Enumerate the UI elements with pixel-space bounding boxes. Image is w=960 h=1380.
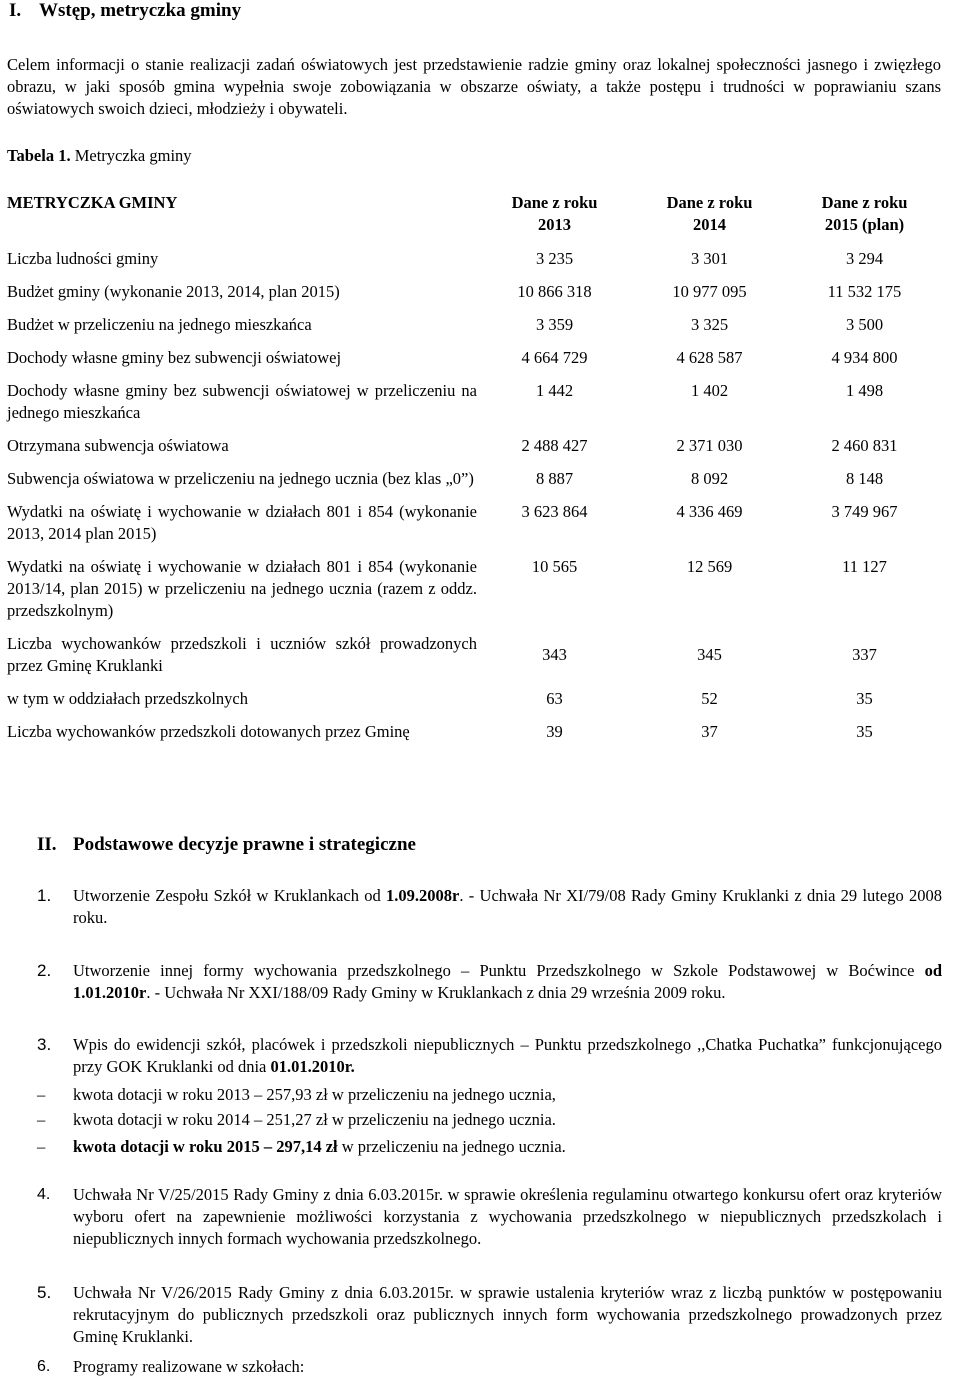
row-value-2013: 3 359 [535,315,574,334]
row-label: Liczba wychowanków przedszkoli i uczniów szkół prowadzonych przez Gminę Kruklanki [7,634,477,675]
table-row [7,347,942,380]
row-value-2013: 343 [542,645,567,664]
row-value-2013: 3 235 [535,249,574,268]
table-row [7,248,942,281]
row-value-2015: 11 127 [842,557,887,576]
row-value-2014: 1 402 [690,381,729,400]
section-1-heading [9,0,241,22]
table-row [7,721,942,754]
list-item-number: 4. [37,1186,51,1203]
row-value-2013: 4 664 729 [521,348,588,367]
row-label: Budżet gminy (wykonanie 2013, 2014, plan 2015) [7,282,340,301]
row-label: w tym w oddziałach przedszkolnych [7,689,249,708]
table-row [7,314,942,347]
section-2-heading [37,834,416,856]
row-value-2015: 3 500 [845,315,884,334]
decision-list [37,1184,942,1250]
row-value-2014: 4 628 587 [676,348,743,367]
table-caption-text: Metryczka gminy [70,146,192,165]
table-row [7,633,942,688]
table-header-row [7,192,942,248]
list-item-number: 1. [37,886,52,905]
row-value-2013: 39 [546,722,563,741]
row-value-2013: 63 [546,689,563,708]
table-row [7,556,942,633]
table-row [7,688,942,721]
decision-list [37,960,942,1004]
table-header-2015: Dane z roku 2015 (plan) [821,193,908,234]
row-value-2014: 52 [701,689,718,708]
row-value-2015: 11 532 175 [827,282,902,301]
row-value-2013: 8 887 [535,469,574,488]
dotation-2013: – kwota dotacji w roku 2013 – 257,93 zł w przeliczeniu na jednego ucznia, [37,1085,556,1104]
row-value-2014: 4 336 469 [676,502,743,521]
row-value-2013: 1 442 [535,381,574,400]
row-value-2014: 12 569 [686,557,733,576]
table-header-2014: Dane z roku 2014 [666,193,753,234]
row-value-2014: 10 977 095 [672,282,747,301]
row-value-2014: 2 371 030 [676,436,743,455]
intro-paragraph: Celem informacji o stanie realizacji zadań oświatowych jest przedstawienie radzie gminy oraz lokalnej społeczności jasnego i zwięzłego obrazu, w jaki sposób gmina wypełnia swoje zobowiązania w obszarze oświaty, a także postępu i trudności w poprawianiu szans oświatowych swoich dzieci, młodzieży i obywateli. [7,55,941,118]
decision-list [37,1034,942,1078]
row-label: Dochody własne gminy bez subwencji oświatowej w przeliczeniu na jednego mieszkańca [7,381,477,422]
row-value-2014: 8 092 [690,469,729,488]
table-row [7,435,942,468]
row-value-2013: 3 623 864 [521,502,588,521]
section-1-title: Wstęp, metryczka gminy [39,0,242,21]
section-1-number: I. [9,0,22,21]
table-header-2013: Dane z roku 2013 [511,193,598,234]
list-item: 6. Programy realizowane w szkołach: [37,1357,305,1376]
row-label: Liczba wychowanków przedszkoli dotowanych przez Gminę [7,722,410,741]
section-2-title: Podstawowe decyzje prawne i strategiczne [73,834,416,855]
row-value-2014: 3 301 [690,249,729,268]
table-row [7,281,942,314]
list-item: 5. Uchwała Nr V/26/2015 Rady Gminy z dnia 6.03.2015r. w sprawie ustalenia kryteriów wraz z liczbą punktów w postępowaniu rekrutacyjnym do publicznych przedszkoli oraz publicznych innych form wychowania przedszkolnego prowadzonych przez Gminę Kruklanki. [37,1283,942,1346]
table-row [7,501,942,556]
section-2-number: II. [37,834,57,855]
list-item: 2. Utworzenie innej formy wychowania przedszkolnego – Punktu Przedszkolnego w Szkole Podstawowej w Boćwince od 1.01.2010r. - Uchwała Nr XXI/188/09 Rady Gminy w Kruklankach z dnia 29 września 2009 roku. [37,961,942,1002]
row-label: Wydatki na oświatę i wychowanie w działach 801 i 854 (wykonanie 2013, 2014 plan 2015) [7,502,477,543]
dotation-2015: – kwota dotacji w roku 2015 – 297,14 zł w przeliczeniu na jednego ucznia. [37,1137,566,1156]
row-value-2014: 3 325 [690,315,729,334]
row-value-2015: 1 498 [845,381,884,400]
row-value-2013: 10 565 [531,557,578,576]
table-header-title: METRYCZKA GMINY [7,193,178,212]
row-value-2015: 4 934 800 [831,348,898,367]
row-value-2013: 10 866 318 [517,282,592,301]
table-row [7,380,942,435]
decision-list [37,1282,942,1348]
dash-marker: – [37,1137,46,1156]
metryczka-table [7,192,942,754]
row-label: Dochody własne gminy bez subwencji oświatowej [7,348,342,367]
row-value-2015: 35 [856,722,873,741]
decision-list [37,885,942,929]
row-value-2015: 2 460 831 [831,436,898,455]
decision-list [37,1356,942,1378]
list-item-number: 3. [37,1035,52,1054]
dash-marker: – [37,1110,46,1129]
row-label: Liczba ludności gminy [7,249,159,268]
list-item-number: 2. [37,961,52,980]
row-value-2015: 3 294 [845,249,884,268]
row-value-2014: 345 [697,645,722,664]
dash-marker: – [37,1085,46,1104]
list-item: 4. Uchwała Nr V/25/2015 Rady Gminy z dnia 6.03.2015r. w sprawie określenia regulaminu otwartego konkursu ofert oraz kryteriów wyboru ofert na zapewnienie możliwości korzystania z wychowania przedszkolnego w niepublicznych przedszkolach i niepublicznych innych formach wychowania przedszkolnego. [37,1185,942,1248]
row-value-2015: 337 [852,645,877,664]
row-value-2015: 35 [856,689,873,708]
row-label: Budżet w przeliczeniu na jednego mieszkańca [7,315,312,334]
table-caption-label: Tabela 1. [7,146,71,165]
row-value-2015: 8 148 [845,469,884,488]
list-item-number: 5. [37,1283,52,1302]
row-label: Wydatki na oświatę i wychowanie w działach 801 i 854 (wykonanie 2013/14, plan 2015) w przeliczeniu na jednego ucznia (razem z oddz. przedszkolnym) [7,557,477,620]
list-item: 1. Utworzenie Zespołu Szkół w Kruklankach od 1.09.2008r. - Uchwała Nr XI/79/08 Rady Gminy Kruklanki z dnia 29 lutego 2008 roku. [37,886,942,927]
list-item-number: 6. [37,1358,51,1375]
row-label: Subwencja oświatowa w przeliczeniu na jednego ucznia (bez klas „0”) [7,469,474,488]
dotation-2014: – kwota dotacji w roku 2014 – 251,27 zł w przeliczeniu na jednego ucznia. [37,1110,556,1129]
row-label: Otrzymana subwencja oświatowa [7,436,229,455]
list-item: 3. Wpis do ewidencji szkół, placówek i przedszkoli niepublicznych – Punktu przedszkolnego ,,Chatka Puchatka” funkcjonującego przy GOK Kruklanki od dnia 01.01.2010r. [37,1035,942,1076]
row-value-2015: 3 749 967 [831,502,898,521]
row-value-2014: 37 [701,722,718,741]
table-row [7,468,942,501]
row-value-2013: 2 488 427 [521,436,588,455]
table-caption [7,145,192,167]
